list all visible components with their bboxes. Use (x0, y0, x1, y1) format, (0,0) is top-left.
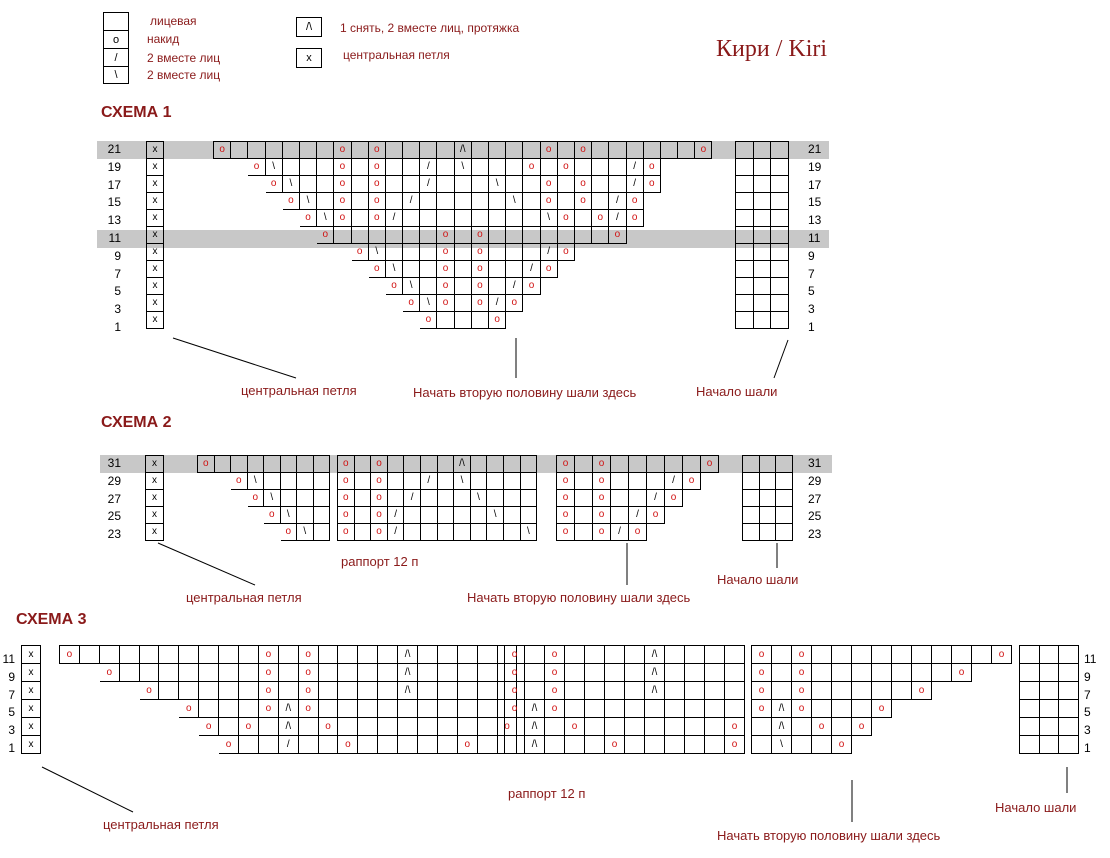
center-stitch: x (146, 507, 164, 524)
yarn-over-stitch: o (643, 176, 660, 193)
yarn-over-stitch: o (952, 664, 972, 682)
decrease-stitch: / (506, 278, 523, 295)
decrease-stitch: \ (470, 490, 487, 507)
row-number: 19 (808, 159, 822, 174)
yarn-over-stitch: o (258, 646, 278, 664)
decrease-stitch: /\ (454, 142, 471, 159)
yarn-over-stitch: o (557, 507, 575, 524)
legend-k2tog-left-label: 2 вместе лиц (147, 68, 221, 82)
decrease-stitch: \ (299, 193, 316, 210)
legend-k2tog-right-label: 2 вместе лиц (147, 51, 221, 65)
row-number: 3 (8, 723, 15, 738)
yarn-over-stitch: o (505, 646, 525, 664)
yarn-over-stitch: o (247, 490, 264, 507)
row-number: 25 (808, 509, 822, 524)
yarn-over-stitch: o (540, 261, 557, 278)
yarn-over-stitch: o (557, 456, 575, 473)
scheme-1-second-half-caption: Начать вторую половину шали здесь (413, 385, 637, 400)
decrease-stitch: \ (520, 524, 537, 541)
scheme-3-repeat-caption: раппорт 12 п (508, 786, 586, 801)
legend-yarn-over-symbol: o (103, 30, 129, 48)
row-number: 1 (808, 320, 815, 334)
yarn-over-stitch: o (626, 210, 643, 227)
yarn-over-stitch: o (752, 646, 772, 664)
yarn-over-stitch: o (437, 244, 454, 261)
decrease-stitch: /\ (525, 718, 545, 736)
yarn-over-stitch: o (497, 718, 517, 736)
yarn-over-stitch: o (593, 507, 611, 524)
row-number: 3 (808, 302, 815, 317)
decrease-stitch: \ (264, 490, 281, 507)
center-stitch: x (147, 312, 164, 329)
yarn-over-stitch: o (299, 210, 316, 227)
center-stitch: x (146, 473, 164, 490)
yarn-over-stitch: o (643, 159, 660, 176)
yarn-over-stitch: o (832, 736, 852, 754)
row-number: 9 (808, 248, 815, 263)
legend-sk2p-label: 1 снять, 2 вместе лиц, протяжка (340, 21, 520, 35)
row-number: 3 (114, 302, 121, 317)
scheme-2-start-caption: Начало шали (717, 572, 799, 587)
yarn-over-stitch: o (471, 227, 488, 244)
row-number: 11 (1084, 652, 1097, 666)
yarn-over-stitch: o (792, 646, 812, 664)
yarn-over-stitch: o (540, 176, 557, 193)
center-stitch: x (147, 142, 164, 159)
row-number: 25 (107, 509, 121, 524)
scheme-3-second-half-caption: Начать вторую половину шали здесь (717, 828, 941, 843)
legend-knit-label: лицевая (150, 14, 197, 28)
center-stitch: x (146, 456, 164, 473)
decrease-stitch: /\ (398, 682, 418, 700)
yarn-over-stitch: o (489, 312, 506, 329)
decrease-stitch: / (403, 193, 420, 210)
yarn-over-stitch: o (545, 664, 565, 682)
row-number: 23 (808, 527, 822, 542)
yarn-over-stitch: o (609, 227, 626, 244)
row-number: 7 (114, 266, 121, 281)
yarn-over-stitch: o (338, 507, 355, 524)
decrease-stitch: \ (540, 210, 557, 227)
decrease-stitch: /\ (278, 700, 298, 718)
yarn-over-stitch: o (437, 295, 454, 312)
decrease-stitch: \ (368, 244, 385, 261)
yarn-over-stitch: o (239, 718, 259, 736)
row-number: 11 (108, 231, 121, 245)
row-number: 15 (107, 195, 121, 210)
yarn-over-stitch: o (258, 700, 278, 718)
decrease-stitch: / (523, 261, 540, 278)
yarn-over-stitch: o (523, 159, 540, 176)
decrease-stitch: \ (772, 736, 792, 754)
row-number: 15 (808, 195, 822, 210)
center-stitch: x (22, 700, 41, 718)
decrease-stitch: / (385, 210, 402, 227)
yarn-over-stitch: o (371, 507, 388, 524)
yarn-over-stitch: o (437, 227, 454, 244)
yarn-over-stitch: o (505, 664, 525, 682)
yarn-over-stitch: o (437, 261, 454, 278)
decrease-stitch: / (387, 524, 404, 541)
yarn-over-stitch: o (338, 456, 355, 473)
yarn-over-stitch: o (334, 142, 351, 159)
center-stitch: x (22, 682, 41, 700)
decrease-stitch: / (420, 176, 437, 193)
decrease-stitch: / (387, 507, 404, 524)
row-number: 1 (114, 320, 121, 334)
yarn-over-stitch: o (471, 261, 488, 278)
yarn-over-stitch: o (368, 261, 385, 278)
yarn-over-stitch: o (298, 682, 318, 700)
yarn-over-stitch: o (199, 718, 219, 736)
yarn-over-stitch: o (545, 646, 565, 664)
yarn-over-stitch: o (557, 524, 575, 541)
yarn-over-stitch: o (334, 176, 351, 193)
yarn-over-stitch: o (683, 473, 701, 490)
scheme-2-second-half-caption: Начать вторую половину шали здесь (467, 590, 691, 605)
row-number: 1 (1084, 741, 1091, 755)
center-stitch: x (22, 736, 41, 754)
row-number: 31 (808, 456, 822, 470)
yarn-over-stitch: o (368, 142, 385, 159)
yarn-over-stitch: o (565, 718, 585, 736)
decrease-stitch: \ (282, 176, 299, 193)
decrease-stitch: \ (403, 278, 420, 295)
center-stitch: x (147, 244, 164, 261)
decrease-stitch: / (609, 193, 626, 210)
yarn-over-stitch: o (695, 142, 712, 159)
row-number: 31 (107, 456, 121, 470)
yarn-over-stitch: o (338, 524, 355, 541)
yarn-over-stitch: o (593, 524, 611, 541)
decrease-stitch: / (404, 490, 421, 507)
decrease-stitch: \ (487, 507, 504, 524)
scheme-1-center-leader (173, 338, 296, 378)
legend-k2tog-right-symbol: / (103, 48, 129, 66)
yarn-over-stitch: o (725, 718, 745, 736)
row-number: 17 (107, 177, 121, 192)
yarn-over-stitch: o (506, 295, 523, 312)
yarn-over-stitch: o (231, 473, 248, 490)
decrease-stitch: \ (280, 507, 297, 524)
decrease-stitch: / (629, 507, 647, 524)
row-number: 7 (8, 687, 15, 702)
yarn-over-stitch: o (792, 664, 812, 682)
yarn-over-stitch: o (371, 524, 388, 541)
scheme-2-repeat-caption: раппорт 12 п (341, 554, 419, 569)
yarn-over-stitch: o (351, 244, 368, 261)
center-stitch: x (147, 227, 164, 244)
yarn-over-stitch: o (457, 736, 477, 754)
yarn-over-stitch: o (338, 473, 355, 490)
yarn-over-stitch: o (338, 736, 358, 754)
row-number: 5 (1084, 705, 1091, 720)
row-number: 7 (1084, 687, 1091, 702)
decrease-stitch: / (665, 473, 683, 490)
decrease-stitch: / (626, 159, 643, 176)
yarn-over-stitch: o (264, 507, 281, 524)
decrease-stitch: / (420, 159, 437, 176)
yarn-over-stitch: o (298, 700, 318, 718)
yarn-over-stitch: o (471, 278, 488, 295)
row-number: 5 (114, 284, 121, 299)
yarn-over-stitch: o (471, 295, 488, 312)
yarn-over-stitch: o (593, 473, 611, 490)
yarn-over-stitch: o (505, 682, 525, 700)
yarn-over-stitch: o (471, 244, 488, 261)
decrease-stitch: \ (454, 473, 471, 490)
yarn-over-stitch: o (593, 456, 611, 473)
decrease-stitch: / (647, 490, 665, 507)
center-stitch: x (147, 176, 164, 193)
yarn-over-stitch: o (317, 227, 334, 244)
pattern-title: Кири / Kiri (716, 36, 828, 62)
yarn-over-stitch: o (298, 646, 318, 664)
scheme-3-center-leader (42, 767, 133, 812)
row-number: 5 (808, 284, 815, 299)
decrease-stitch: \ (454, 159, 471, 176)
yarn-over-stitch: o (258, 664, 278, 682)
row-number: 9 (8, 669, 15, 684)
decrease-stitch: / (278, 736, 298, 754)
yarn-over-stitch: o (403, 295, 420, 312)
yarn-over-stitch: o (852, 718, 872, 736)
decrease-stitch: \ (506, 193, 523, 210)
yarn-over-stitch: o (872, 700, 892, 718)
legend-sk2p-symbol: /\ (296, 17, 322, 37)
yarn-over-stitch: o (420, 312, 437, 329)
decrease-stitch: /\ (398, 646, 418, 664)
center-stitch: x (146, 490, 164, 507)
scheme-1-start-leader (774, 340, 788, 378)
yarn-over-stitch: o (265, 176, 282, 193)
yarn-over-stitch: o (139, 682, 159, 700)
center-stitch: x (147, 210, 164, 227)
legend-yarn-over-label: накид (147, 32, 180, 46)
yarn-over-stitch: o (574, 176, 591, 193)
yarn-over-stitch: o (593, 490, 611, 507)
yarn-over-stitch: o (574, 142, 591, 159)
scheme-2-center-leader (158, 543, 255, 585)
center-stitch: x (146, 524, 164, 541)
decrease-stitch: /\ (772, 718, 792, 736)
scheme-1-center-caption: центральная петля (241, 383, 357, 398)
row-number: 27 (808, 491, 822, 506)
row-number: 17 (808, 177, 822, 192)
yarn-over-stitch: o (523, 278, 540, 295)
center-stitch: x (22, 646, 41, 664)
scheme-2-heading: СХЕМА 2 (101, 414, 172, 431)
yarn-over-stitch: o (334, 159, 351, 176)
yarn-over-stitch: o (298, 664, 318, 682)
row-number: 11 (808, 231, 821, 245)
row-number: 19 (107, 159, 121, 174)
yarn-over-stitch: o (505, 700, 525, 718)
yarn-over-stitch: o (280, 524, 297, 541)
yarn-over-stitch: o (992, 646, 1012, 664)
yarn-over-stitch: o (368, 159, 385, 176)
yarn-over-stitch: o (258, 682, 278, 700)
yarn-over-stitch: o (557, 210, 574, 227)
decrease-stitch: /\ (398, 664, 418, 682)
yarn-over-stitch: o (198, 456, 215, 473)
yarn-over-stitch: o (282, 193, 299, 210)
decrease-stitch: /\ (645, 646, 665, 664)
yarn-over-stitch: o (540, 142, 557, 159)
yarn-over-stitch: o (334, 193, 351, 210)
center-stitch: x (147, 193, 164, 210)
decrease-stitch: /\ (525, 736, 545, 754)
scheme-1-heading: СХЕМА 1 (101, 104, 172, 121)
center-stitch: x (147, 261, 164, 278)
yarn-over-stitch: o (557, 159, 574, 176)
decrease-stitch: / (626, 176, 643, 193)
yarn-over-stitch: o (752, 700, 772, 718)
yarn-over-stitch: o (752, 664, 772, 682)
yarn-over-stitch: o (545, 700, 565, 718)
row-number: 13 (107, 213, 121, 228)
yarn-over-stitch: o (219, 736, 239, 754)
decrease-stitch: / (611, 524, 629, 541)
decrease-stitch: / (489, 295, 506, 312)
yarn-over-stitch: o (557, 473, 575, 490)
center-stitch: x (22, 664, 41, 682)
yarn-over-stitch: o (385, 278, 402, 295)
yarn-over-stitch: o (318, 718, 338, 736)
yarn-over-stitch: o (179, 700, 199, 718)
row-number: 21 (107, 142, 121, 156)
decrease-stitch: \ (317, 210, 334, 227)
yarn-over-stitch: o (368, 210, 385, 227)
yarn-over-stitch: o (371, 473, 388, 490)
yarn-over-stitch: o (248, 159, 265, 176)
yarn-over-stitch: o (371, 456, 388, 473)
decrease-stitch: \ (297, 524, 314, 541)
yarn-over-stitch: o (592, 210, 609, 227)
decrease-stitch: \ (489, 176, 506, 193)
row-number: 9 (1084, 669, 1091, 684)
yarn-over-stitch: o (701, 456, 719, 473)
yarn-over-stitch: o (540, 193, 557, 210)
decrease-stitch: /\ (525, 700, 545, 718)
row-number: 3 (1084, 723, 1091, 738)
row-number: 7 (808, 266, 815, 281)
yarn-over-stitch: o (574, 193, 591, 210)
yarn-over-stitch: o (792, 682, 812, 700)
legend-k2tog-left-symbol: \ (103, 66, 129, 84)
yarn-over-stitch: o (368, 176, 385, 193)
yarn-over-stitch: o (665, 490, 683, 507)
yarn-over-stitch: o (725, 736, 745, 754)
decrease-stitch: /\ (772, 700, 792, 718)
decrease-stitch: / (420, 473, 437, 490)
yarn-over-stitch: o (812, 718, 832, 736)
scheme-3-center-caption: центральная петля (103, 817, 219, 832)
scheme-3-heading: СХЕМА 3 (16, 611, 87, 628)
yarn-over-stitch: o (60, 646, 80, 664)
decrease-stitch: /\ (454, 456, 471, 473)
row-number: 1 (8, 741, 15, 755)
decrease-stitch: \ (420, 295, 437, 312)
scheme-2-center-caption: центральная петля (186, 590, 302, 605)
yarn-over-stitch: o (605, 736, 625, 754)
row-number: 27 (107, 491, 121, 506)
yarn-over-stitch: o (557, 244, 574, 261)
center-stitch: x (147, 278, 164, 295)
row-number: 13 (808, 213, 822, 228)
yarn-over-stitch: o (371, 490, 388, 507)
yarn-over-stitch: o (334, 210, 351, 227)
decrease-stitch: /\ (645, 682, 665, 700)
yarn-over-stitch: o (214, 142, 231, 159)
scheme-1-start-caption: Начало шали (696, 384, 778, 399)
decrease-stitch: \ (247, 473, 264, 490)
center-stitch: x (22, 718, 41, 736)
row-number: 5 (8, 705, 15, 720)
legend-center-symbol: x (296, 48, 322, 68)
yarn-over-stitch: o (626, 193, 643, 210)
row-number: 29 (107, 473, 121, 488)
yarn-over-stitch: o (545, 682, 565, 700)
decrease-stitch: / (609, 210, 626, 227)
decrease-stitch: \ (265, 159, 282, 176)
row-number: 21 (808, 142, 822, 156)
row-number: 23 (107, 527, 121, 542)
yarn-over-stitch: o (437, 278, 454, 295)
row-number: 29 (808, 473, 822, 488)
yarn-over-stitch: o (368, 193, 385, 210)
decrease-stitch: \ (385, 261, 402, 278)
center-stitch: x (147, 159, 164, 176)
row-number: 11 (2, 652, 15, 666)
yarn-over-stitch: o (557, 490, 575, 507)
yarn-over-stitch: o (912, 682, 932, 700)
yarn-over-stitch: o (99, 664, 119, 682)
yarn-over-stitch: o (629, 524, 647, 541)
yarn-over-stitch: o (792, 700, 812, 718)
yarn-over-stitch: o (647, 507, 665, 524)
decrease-stitch: /\ (278, 718, 298, 736)
yarn-over-stitch: o (752, 682, 772, 700)
center-stitch: x (147, 295, 164, 312)
legend-center-label: центральная петля (343, 48, 450, 62)
decrease-stitch: / (540, 244, 557, 261)
scheme-3-start-caption: Начало шали (995, 800, 1077, 815)
decrease-stitch: /\ (645, 664, 665, 682)
yarn-over-stitch: o (338, 490, 355, 507)
row-number: 9 (114, 248, 121, 263)
